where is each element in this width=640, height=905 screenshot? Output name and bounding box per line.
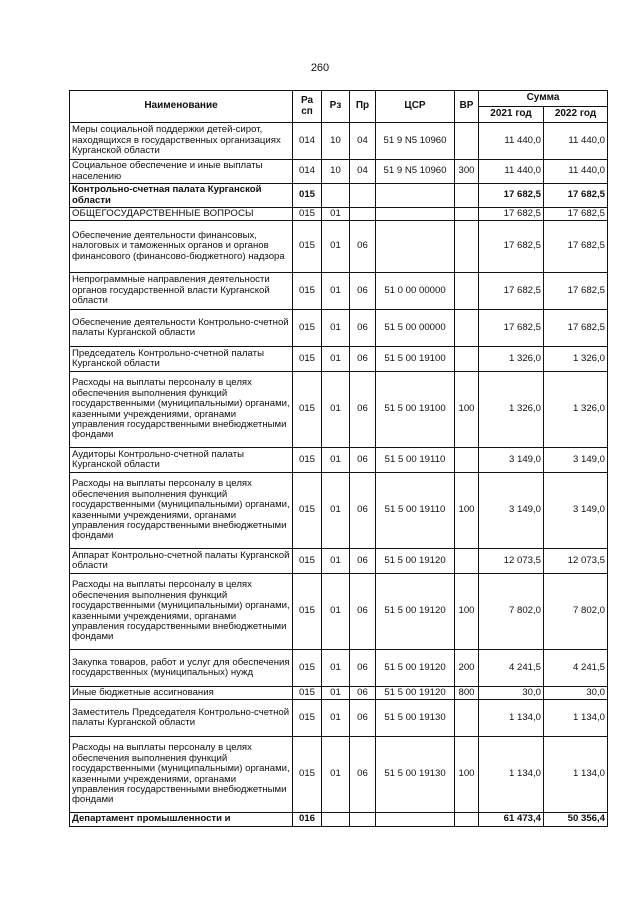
row-2022: 11 440,0 bbox=[544, 123, 608, 160]
row-name: Аудиторы Контрольно-счетной палаты Курганской области bbox=[70, 448, 293, 473]
row-name: Расходы на выплаты персоналу в целях обеспечения выполнения функций государственными (муниципальными) органами, казенными учреждениями, органами управления государственными внебюджетными фондами bbox=[70, 737, 293, 813]
header-pr: Пр bbox=[350, 91, 376, 123]
row-2022: 7 802,0 bbox=[544, 574, 608, 650]
row-pr: 04 bbox=[350, 123, 376, 160]
row-vr: 800 bbox=[455, 687, 479, 700]
page-number: 260 bbox=[310, 62, 330, 74]
header-vr: ВР bbox=[455, 91, 479, 123]
row-2022: 30,0 bbox=[544, 687, 608, 700]
row-2022: 12 073,5 bbox=[544, 549, 608, 574]
row-name: Меры социальной поддержки детей-сирот, находящихся в государственных организациях Курганской области bbox=[70, 123, 293, 160]
table-row bbox=[70, 208, 608, 221]
row-vr bbox=[455, 347, 479, 372]
row-2022: 17 682,5 bbox=[544, 310, 608, 347]
row-csr: 51 5 00 19110 bbox=[376, 448, 455, 473]
table-row bbox=[70, 700, 608, 737]
table-row bbox=[70, 737, 608, 813]
header-rz: Рз bbox=[322, 91, 350, 123]
row-vr bbox=[455, 813, 479, 827]
row-vr bbox=[455, 549, 479, 574]
row-vr bbox=[455, 273, 479, 310]
header-csr: ЦСР bbox=[376, 91, 455, 123]
row-csr bbox=[376, 813, 455, 827]
budget-table bbox=[69, 90, 608, 827]
row-rz: 01 bbox=[322, 347, 350, 372]
row-2021: 61 473,4 bbox=[479, 813, 544, 827]
header-name: Наименование bbox=[70, 91, 293, 123]
row-rz: 01 bbox=[322, 700, 350, 737]
row-rasp: 015 bbox=[293, 473, 322, 549]
header-year-2022: 2022 год bbox=[544, 107, 608, 123]
table-row bbox=[70, 310, 608, 347]
row-name: Контрольно-счетная палата Курганской области bbox=[70, 184, 293, 208]
row-pr bbox=[350, 184, 376, 208]
row-2022: 11 440,0 bbox=[544, 160, 608, 184]
row-rz: 01 bbox=[322, 473, 350, 549]
row-2021: 11 440,0 bbox=[479, 123, 544, 160]
row-vr: 100 bbox=[455, 372, 479, 448]
row-rz: 01 bbox=[322, 208, 350, 221]
row-rasp: 015 bbox=[293, 372, 322, 448]
row-2022: 1 326,0 bbox=[544, 347, 608, 372]
row-name: Председатель Контрольно-счетной палаты Курганской области bbox=[70, 347, 293, 372]
table-row bbox=[70, 273, 608, 310]
row-name: Обеспечение деятельности финансовых, налоговых и таможенных органов и органов финансового (финансово-бюджетного) надзора bbox=[70, 221, 293, 273]
row-vr: 200 bbox=[455, 650, 479, 687]
row-pr: 06 bbox=[350, 650, 376, 687]
row-pr: 06 bbox=[350, 549, 376, 574]
table-row bbox=[70, 574, 608, 650]
row-2021: 17 682,5 bbox=[479, 221, 544, 273]
row-pr bbox=[350, 813, 376, 827]
row-pr: 06 bbox=[350, 310, 376, 347]
row-name: Расходы на выплаты персоналу в целях обеспечения выполнения функций государственными (муниципальными) органами, казенными учреждениями, органами управления государственными внебюджетными фондами bbox=[70, 473, 293, 549]
row-csr: 51 5 00 19120 bbox=[376, 687, 455, 700]
row-name: Расходы на выплаты персоналу в целях обеспечения выполнения функций государственными (муниципальными) органами, казенными учреждениями, органами управления государственными внебюджетными фондами bbox=[70, 372, 293, 448]
table-row bbox=[70, 687, 608, 700]
row-name: Заместитель Председателя Контрольно-счетной палаты Курганской области bbox=[70, 700, 293, 737]
row-rasp: 015 bbox=[293, 700, 322, 737]
row-vr bbox=[455, 310, 479, 347]
row-2022: 50 356,4 bbox=[544, 813, 608, 827]
row-pr bbox=[350, 208, 376, 221]
row-rasp: 014 bbox=[293, 123, 322, 160]
row-csr: 51 5 00 19120 bbox=[376, 549, 455, 574]
row-2022: 1 134,0 bbox=[544, 737, 608, 813]
row-rasp: 015 bbox=[293, 347, 322, 372]
row-pr: 06 bbox=[350, 700, 376, 737]
row-name: Аппарат Контрольно-счетной палаты Курганской области bbox=[70, 549, 293, 574]
row-rasp: 016 bbox=[293, 813, 322, 827]
row-pr: 06 bbox=[350, 574, 376, 650]
row-2021: 3 149,0 bbox=[479, 473, 544, 549]
table-row bbox=[70, 347, 608, 372]
table-row bbox=[70, 813, 608, 827]
table-row bbox=[70, 549, 608, 574]
row-2021: 17 682,5 bbox=[479, 310, 544, 347]
row-name: Департамент промышленности и bbox=[70, 813, 293, 827]
row-rasp: 014 bbox=[293, 160, 322, 184]
row-name: Расходы на выплаты персоналу в целях обеспечения выполнения функций государственными (муниципальными) органами, казенными учреждениями, органами управления государственными внебюджетными фондами bbox=[70, 574, 293, 650]
row-rasp: 015 bbox=[293, 549, 322, 574]
row-pr: 06 bbox=[350, 273, 376, 310]
row-2021: 17 682,5 bbox=[479, 273, 544, 310]
row-name: ОБЩЕГОСУДАРСТВЕННЫЕ ВОПРОСЫ bbox=[70, 208, 293, 221]
row-rz: 01 bbox=[322, 687, 350, 700]
row-vr: 300 bbox=[455, 160, 479, 184]
row-pr: 06 bbox=[350, 372, 376, 448]
row-vr bbox=[455, 184, 479, 208]
row-rz bbox=[322, 184, 350, 208]
row-rasp: 015 bbox=[293, 184, 322, 208]
header-year-2021: 2021 год bbox=[479, 107, 544, 123]
row-rz: 10 bbox=[322, 123, 350, 160]
row-rasp: 015 bbox=[293, 208, 322, 221]
row-rasp: 015 bbox=[293, 310, 322, 347]
row-csr: 51 9 N5 10960 bbox=[376, 123, 455, 160]
row-pr: 06 bbox=[350, 347, 376, 372]
row-pr: 06 bbox=[350, 473, 376, 549]
row-pr: 06 bbox=[350, 687, 376, 700]
row-2021: 4 241,5 bbox=[479, 650, 544, 687]
header-rasp: Ра сп bbox=[293, 91, 322, 123]
table-row bbox=[70, 473, 608, 549]
row-2022: 17 682,5 bbox=[544, 184, 608, 208]
row-rz: 10 bbox=[322, 160, 350, 184]
row-pr: 06 bbox=[350, 221, 376, 273]
row-csr: 51 5 00 19120 bbox=[376, 650, 455, 687]
row-2021: 11 440,0 bbox=[479, 160, 544, 184]
row-csr: 51 5 00 19100 bbox=[376, 347, 455, 372]
row-name: Непрограммные направления деятельности органов государственной власти Курганской области bbox=[70, 273, 293, 310]
table-row bbox=[70, 650, 608, 687]
row-name: Иные бюджетные ассигнования bbox=[70, 687, 293, 700]
row-rasp: 015 bbox=[293, 687, 322, 700]
row-rasp: 015 bbox=[293, 574, 322, 650]
row-vr bbox=[455, 208, 479, 221]
row-pr: 04 bbox=[350, 160, 376, 184]
row-2022: 1 134,0 bbox=[544, 700, 608, 737]
table-row bbox=[70, 221, 608, 273]
row-2021: 1 326,0 bbox=[479, 347, 544, 372]
table-row bbox=[70, 448, 608, 473]
row-csr: 51 5 00 19130 bbox=[376, 700, 455, 737]
row-2022: 3 149,0 bbox=[544, 473, 608, 549]
row-pr: 06 bbox=[350, 737, 376, 813]
row-vr bbox=[455, 123, 479, 160]
row-rz: 01 bbox=[322, 372, 350, 448]
row-csr bbox=[376, 208, 455, 221]
row-rz: 01 bbox=[322, 310, 350, 347]
row-2021: 3 149,0 bbox=[479, 448, 544, 473]
row-vr bbox=[455, 700, 479, 737]
row-vr bbox=[455, 221, 479, 273]
header-sum: Сумма bbox=[479, 91, 608, 107]
table-row bbox=[70, 123, 608, 160]
table-row bbox=[70, 372, 608, 448]
row-rasp: 015 bbox=[293, 737, 322, 813]
row-pr: 06 bbox=[350, 448, 376, 473]
row-2021: 12 073,5 bbox=[479, 549, 544, 574]
row-2022: 1 326,0 bbox=[544, 372, 608, 448]
row-name: Социальное обеспечение и иные выплаты населению bbox=[70, 160, 293, 184]
row-rz: 01 bbox=[322, 221, 350, 273]
row-rz: 01 bbox=[322, 549, 350, 574]
row-2021: 30,0 bbox=[479, 687, 544, 700]
row-rasp: 015 bbox=[293, 221, 322, 273]
row-name: Обеспечение деятельности Контрольно-счетной палаты Курганской области bbox=[70, 310, 293, 347]
row-csr: 51 0 00 00000 bbox=[376, 273, 455, 310]
row-rz bbox=[322, 813, 350, 827]
row-2022: 17 682,5 bbox=[544, 208, 608, 221]
row-csr: 51 5 00 19130 bbox=[376, 737, 455, 813]
row-vr bbox=[455, 448, 479, 473]
row-csr: 51 5 00 00000 bbox=[376, 310, 455, 347]
table-row bbox=[70, 160, 608, 184]
row-csr: 51 5 00 19120 bbox=[376, 574, 455, 650]
row-2021: 1 134,0 bbox=[479, 737, 544, 813]
row-csr bbox=[376, 184, 455, 208]
row-rz: 01 bbox=[322, 574, 350, 650]
row-vr: 100 bbox=[455, 737, 479, 813]
row-rz: 01 bbox=[322, 273, 350, 310]
row-2022: 17 682,5 bbox=[544, 221, 608, 273]
row-2021: 7 802,0 bbox=[479, 574, 544, 650]
row-csr bbox=[376, 221, 455, 273]
row-vr: 100 bbox=[455, 574, 479, 650]
row-rasp: 015 bbox=[293, 273, 322, 310]
row-rasp: 015 bbox=[293, 650, 322, 687]
row-2022: 4 241,5 bbox=[544, 650, 608, 687]
row-csr: 51 5 00 19110 bbox=[376, 473, 455, 549]
row-2021: 1 134,0 bbox=[479, 700, 544, 737]
row-2021: 17 682,5 bbox=[479, 208, 544, 221]
row-2021: 17 682,5 bbox=[479, 184, 544, 208]
row-2021: 1 326,0 bbox=[479, 372, 544, 448]
row-name: Закупка товаров, работ и услуг для обеспечения государственных (муниципальных) нужд bbox=[70, 650, 293, 687]
row-rz: 01 bbox=[322, 650, 350, 687]
row-csr: 51 5 00 19100 bbox=[376, 372, 455, 448]
row-rz: 01 bbox=[322, 448, 350, 473]
row-2022: 3 149,0 bbox=[544, 448, 608, 473]
row-rz: 01 bbox=[322, 737, 350, 813]
row-vr: 100 bbox=[455, 473, 479, 549]
row-rasp: 015 bbox=[293, 448, 322, 473]
row-2022: 17 682,5 bbox=[544, 273, 608, 310]
row-csr: 51 9 N5 10960 bbox=[376, 160, 455, 184]
table-row bbox=[70, 184, 608, 208]
